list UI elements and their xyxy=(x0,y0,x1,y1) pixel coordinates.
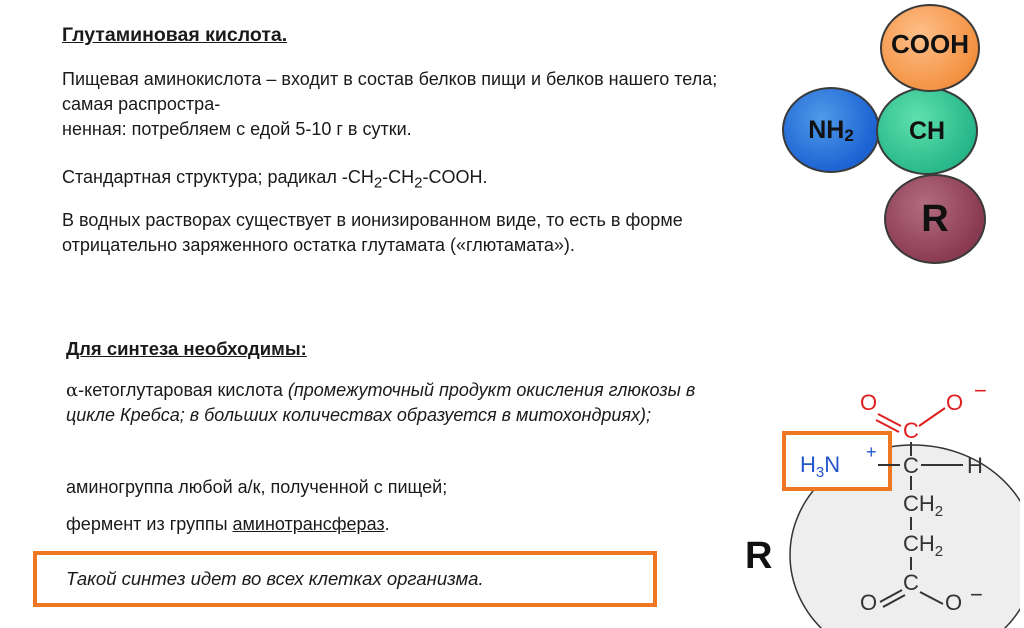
structure-text: -CH xyxy=(382,167,415,187)
cooh-circle xyxy=(880,4,980,92)
amine-label: $H_3N$ xyxy=(800,452,841,481)
radical-label: R xyxy=(745,535,773,577)
enzyme-name: аминотрансфераз xyxy=(232,514,385,534)
oxygen-label: O xyxy=(860,390,878,415)
callout-text: Такой синтез идет во всех клетках организма. xyxy=(66,568,484,589)
hydrogen-label: H xyxy=(967,453,983,478)
ch2-label: $CH_2$ xyxy=(903,531,944,560)
subscript: 2 xyxy=(844,126,854,145)
synthesis-heading: Для синтеза необходимы: xyxy=(66,338,307,359)
carbon-label: C xyxy=(903,570,919,595)
ch-label: CH xyxy=(908,116,946,145)
page-title: Глутаминовая кислота. xyxy=(62,24,288,46)
plus-sign: + xyxy=(866,442,877,462)
single-bond xyxy=(919,408,945,426)
cooh-label: COOH xyxy=(891,28,969,59)
oxygen-label: O xyxy=(946,390,964,415)
double-bond xyxy=(878,414,901,426)
subscript: 2 xyxy=(414,174,423,192)
intro-paragraph: Пищевая аминокислота – входит в состав белков пищи и белков нашего тела; самая распростра- ненная: потребляем с едой 5-10 г в сутки. xyxy=(62,69,718,139)
ch-circle xyxy=(876,87,978,175)
carbon-label: C xyxy=(903,453,919,478)
structure-paragraph xyxy=(62,165,742,196)
oxygen-label: O xyxy=(860,590,878,615)
double-bond xyxy=(876,420,899,432)
enzyme-item xyxy=(66,512,706,537)
item-text: фермент из группы xyxy=(66,514,233,534)
ch2-label: $CH_2$ xyxy=(903,491,944,520)
item-text: . xyxy=(384,514,390,534)
r-label: R xyxy=(921,197,949,240)
structure-text: Стандартная структура; радикал -CH xyxy=(62,167,374,187)
ketoglutarate-item xyxy=(66,378,706,428)
nh2-circle xyxy=(782,87,880,173)
minus-sign: − xyxy=(970,582,983,607)
item-text: -кетоглутаровая кислота xyxy=(78,380,288,400)
carbon-label: C xyxy=(903,418,919,443)
alpha-symbol: α xyxy=(66,380,79,401)
nh2-label: NH xyxy=(808,115,845,144)
r-circle xyxy=(884,174,986,264)
subscript: 2 xyxy=(373,174,383,192)
glutamate-structure xyxy=(780,380,1020,628)
amino-group-item: аминогруппа любой а/к, полученной с пищей; xyxy=(66,477,448,497)
structure-text: -COOH. xyxy=(422,167,488,187)
oxygen-label: O xyxy=(945,590,963,615)
minus-sign: − xyxy=(974,380,987,403)
item-note: (промежуточный продукт окисления глюкозы в цикле Кребса; в больших количествах образуется в митохондриях); xyxy=(66,380,696,425)
ionized-paragraph: В водных растворах существует в ионизированном виде, то есть в форме отрицательно заряженного остатка глутамата («глютамата»). xyxy=(62,210,683,255)
